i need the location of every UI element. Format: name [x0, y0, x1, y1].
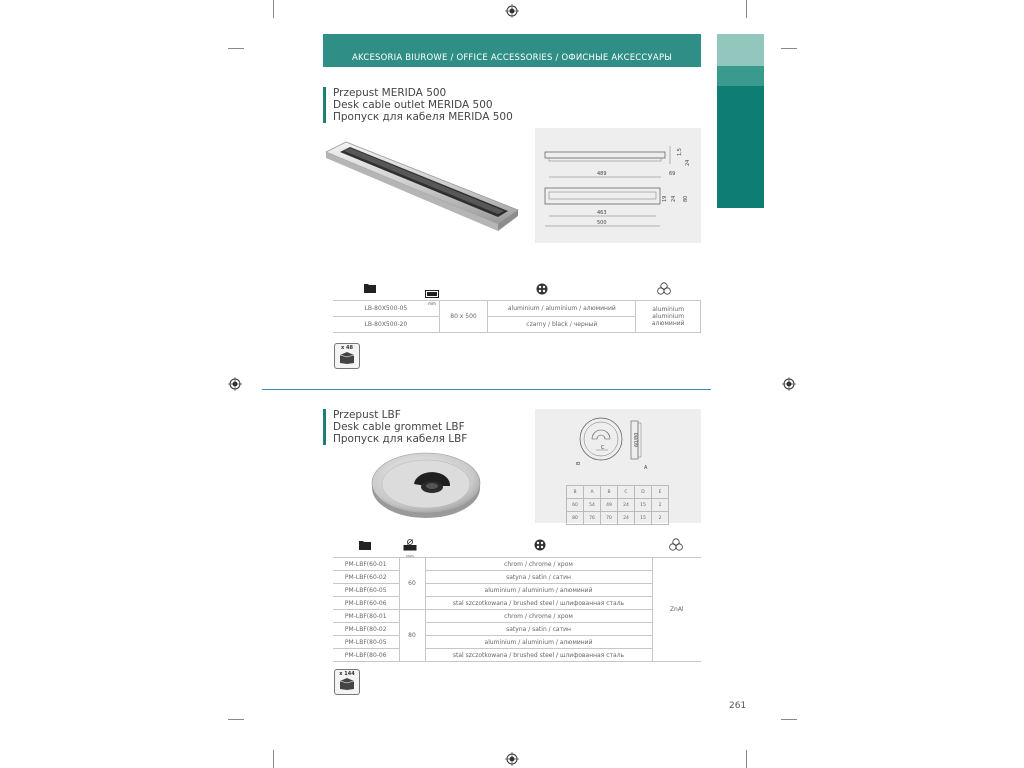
product-color: chrom / chrome / хром [425, 610, 652, 623]
product-code: PM-LBF(80-02 [333, 623, 399, 636]
dim-header: E [652, 486, 669, 499]
dim-cell: 24 [618, 512, 635, 525]
drawing-label-60-80: 60/80 [634, 432, 640, 447]
product-color: aluminium / aluminium / алюминий [425, 584, 652, 597]
product-color: stal szczotkowana / brushed steel / шлифованная сталь [425, 649, 652, 662]
product-size: 80 x 500 [439, 301, 487, 333]
product-color: satyna / satin / сатин [425, 571, 652, 584]
registration-mark-icon [505, 4, 519, 18]
package-quantity-text: x 48 [341, 345, 353, 351]
product2-title [323, 409, 467, 445]
table-row [333, 584, 701, 597]
dim-69: 69 [669, 171, 676, 177]
dim-cell: 54 [584, 499, 601, 512]
dim-header: B [601, 486, 618, 499]
product1-title-ru: Пропуск для кабеля MERIDA 500 [333, 111, 513, 123]
product1-spec-table [333, 300, 701, 333]
product-code: LB-80X500-20 [333, 317, 439, 333]
dim-489: 489 [597, 171, 607, 177]
dim-cell: 70 [601, 512, 618, 525]
dim-cell: 60 [567, 499, 584, 512]
crop-mark [746, 750, 747, 768]
color-palette-icon [536, 283, 548, 295]
product2-title-en: Desk cable grommet LBF [333, 421, 465, 433]
diameter-mm-icon [403, 536, 417, 559]
dimension-table [566, 485, 669, 525]
product-color: aluminium / aluminium / алюминий [425, 636, 652, 649]
product-code: PM-LBF(80-06 [333, 649, 399, 662]
dim-cell: 15 [635, 512, 652, 525]
material-line: алюминий [651, 320, 685, 327]
color-palette-icon [534, 539, 546, 551]
side-tab-dark [717, 86, 764, 208]
product2-photo [370, 448, 482, 520]
product2-spec-table [333, 557, 701, 662]
product-code: PM-LBF(80-05 [333, 636, 399, 649]
dim-24-top: 24 [685, 159, 691, 166]
product-code: PM-LBF(60-02 [333, 571, 399, 584]
product-code: PM-LBF(60-06 [333, 597, 399, 610]
product2-technical-drawing [535, 409, 701, 523]
product-material [636, 301, 701, 333]
table-row [333, 636, 701, 649]
product-color: chrom / chrome / хром [425, 558, 652, 571]
dim-cell: 24 [618, 499, 635, 512]
dim-cell: 2 [652, 499, 669, 512]
size-unit-label: mm [428, 301, 436, 306]
table-row [567, 486, 669, 499]
crop-mark [228, 719, 244, 720]
table-row [333, 571, 701, 584]
dim-header: C [618, 486, 635, 499]
dim-header: B [567, 486, 584, 499]
dim-cell: 15 [635, 499, 652, 512]
product1-title-en: Desk cable outlet MERIDA 500 [333, 99, 493, 111]
crop-mark [273, 0, 274, 18]
crop-mark [228, 48, 244, 49]
product-code: LB-80X500-05 [333, 301, 439, 317]
dim-cell: 49 [601, 499, 618, 512]
product1-technical-drawing [535, 128, 701, 243]
side-tab-light [717, 34, 764, 66]
page-number: 261 [729, 701, 747, 711]
table-row [333, 623, 701, 636]
product1-title-pl: Przepust MERIDA 500 [333, 87, 447, 99]
folder-icon [364, 283, 376, 293]
section-divider [262, 389, 711, 390]
package-quantity-text: x 144 [339, 671, 355, 677]
drawing-label-b: B [576, 461, 582, 465]
product2-title-ru: Пропуск для кабеля LBF [333, 433, 468, 445]
crop-mark [273, 750, 274, 768]
table-row [333, 649, 701, 662]
crop-mark [746, 0, 747, 18]
package-quantity-icon [334, 669, 360, 695]
side-tab-mid [717, 66, 764, 86]
registration-mark-icon [782, 377, 796, 391]
dim-header: A [584, 486, 601, 499]
product2-title-pl: Przepust LBF [333, 409, 401, 421]
product-material: ZnAl [652, 558, 701, 662]
material-icon [669, 538, 683, 551]
table-row [333, 301, 701, 317]
table-row [333, 610, 701, 623]
product-size: 80 [399, 610, 425, 662]
drawing-label-c: C [601, 445, 605, 451]
package-quantity-icon [334, 343, 360, 369]
crop-mark [781, 719, 797, 720]
product-code: PM-LBF(60-05 [333, 584, 399, 597]
section-header-band [323, 34, 701, 67]
drawing-label-a: A [644, 465, 648, 471]
dim-1-5: 1,5 [677, 148, 683, 156]
table-row [567, 499, 669, 512]
table-row [333, 597, 701, 610]
section-header-text: AKCESORIA BIUROWE / OFFICE ACCESSORIES / ОФИСНЫЕ АКСЕССУАРЫ [352, 53, 672, 63]
dim-cell: 80 [567, 512, 584, 525]
dim-header: D [635, 486, 652, 499]
product-code: PM-LBF(60-01 [333, 558, 399, 571]
crop-mark [781, 48, 797, 49]
size-unit-label: mm [406, 554, 414, 559]
dim-19: 19 [662, 195, 668, 202]
folder-icon [359, 540, 371, 550]
dim-24-side: 24 [671, 195, 677, 202]
material-icon [657, 282, 671, 295]
dim-80: 80 [683, 195, 689, 202]
product-size: 60 [399, 558, 425, 610]
product1-photo [322, 138, 522, 243]
table-row [333, 558, 701, 571]
product-color: czarny / black / черный [488, 317, 636, 333]
dim-463: 463 [597, 210, 607, 216]
product-color: satyna / satin / сатин [425, 623, 652, 636]
material-line: aluminium [652, 313, 685, 320]
registration-mark-icon [505, 752, 519, 766]
product-code: PM-LBF(80-01 [333, 610, 399, 623]
registration-mark-icon [228, 377, 242, 391]
dim-cell: 76 [584, 512, 601, 525]
dim-500: 500 [597, 220, 607, 226]
product1-title [323, 87, 513, 123]
product-color: aluminium / aluminium / алюминий [488, 301, 636, 317]
table-row [567, 512, 669, 525]
dim-cell: 2 [652, 512, 669, 525]
product-color: stal szczotkowana / brushed steel / шлифованная сталь [425, 597, 652, 610]
material-line: aluminium [652, 306, 685, 313]
